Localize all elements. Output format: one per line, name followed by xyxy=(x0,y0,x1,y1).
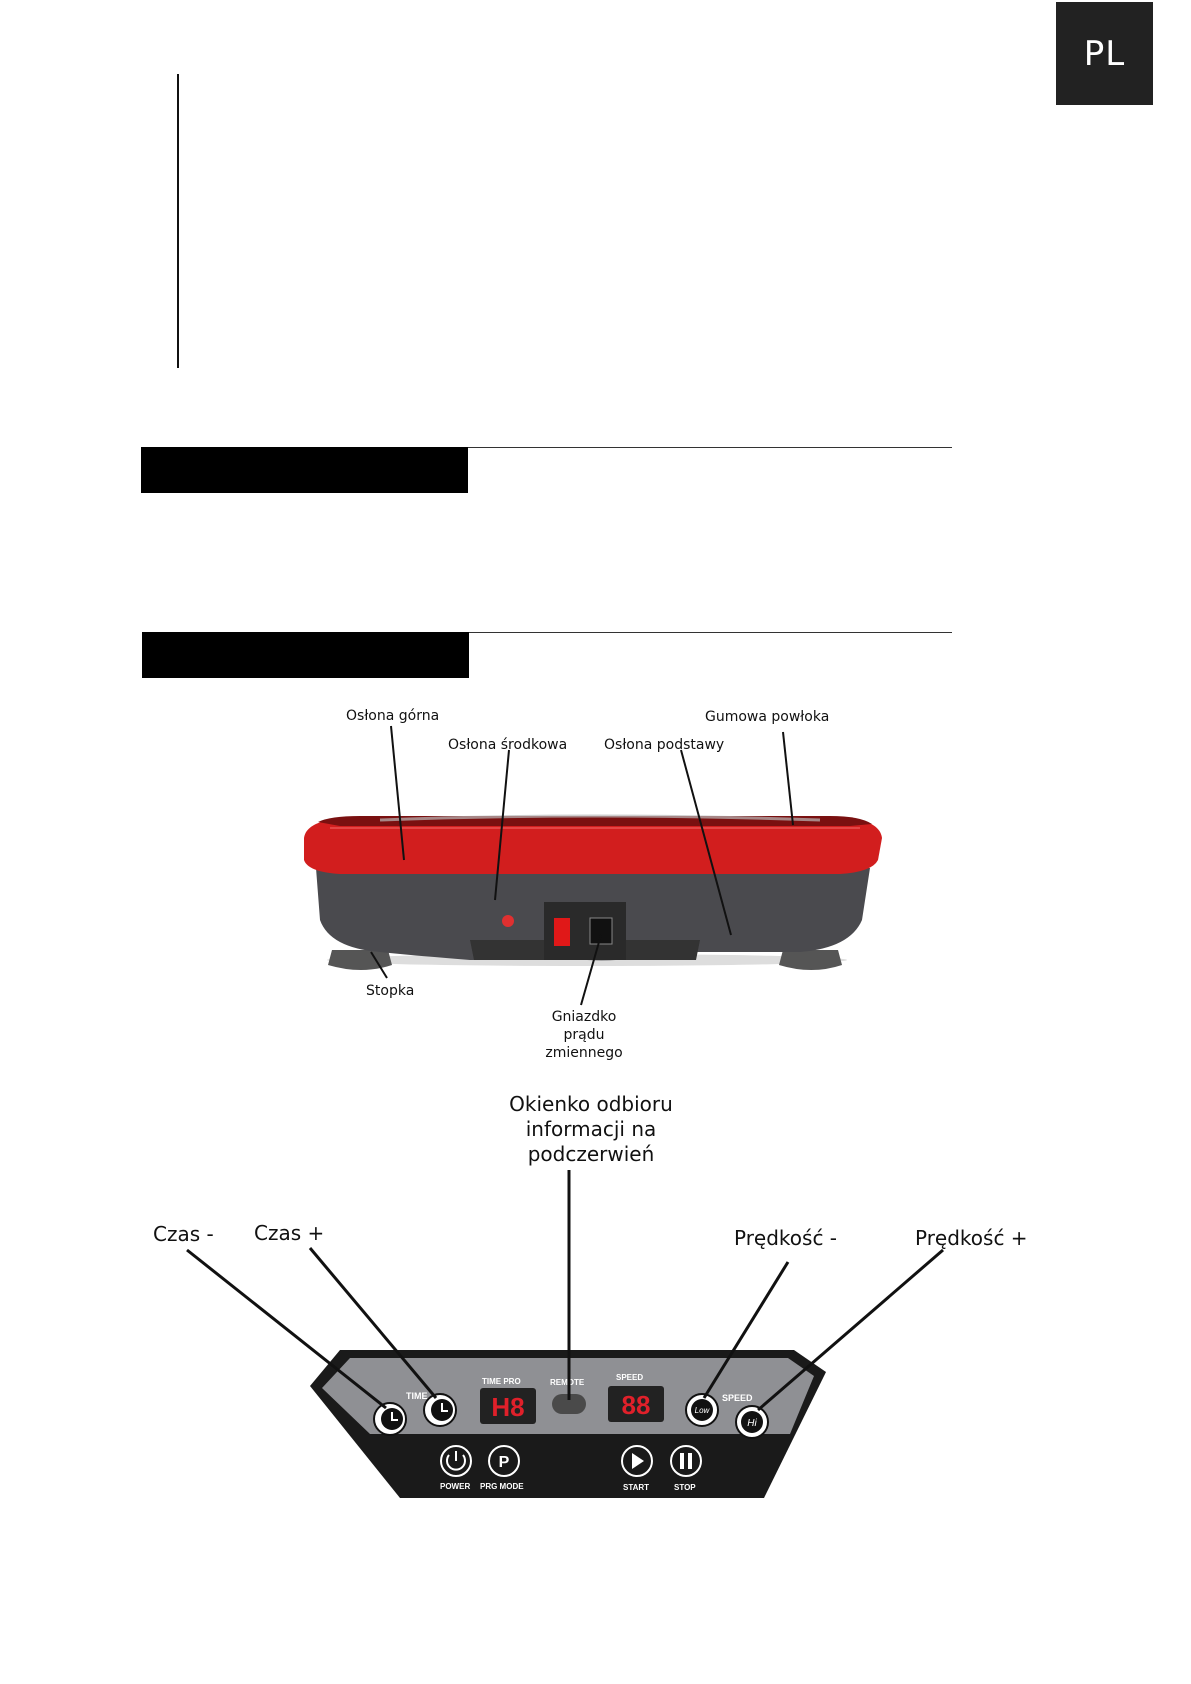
label-ir-window: Okienko odbioru informacji na podczerwień xyxy=(509,1092,673,1166)
hi-label: Hi xyxy=(747,1418,757,1429)
power-label: POWER xyxy=(440,1482,471,1491)
start-label: START xyxy=(623,1483,650,1492)
stop-label: STOP xyxy=(674,1483,696,1492)
speed-plus-button xyxy=(736,1406,768,1438)
low-label: Low xyxy=(694,1406,710,1415)
start-button xyxy=(622,1446,652,1476)
label-speed-minus: Prędkość - xyxy=(734,1226,838,1250)
label-middle-cover: Osłona środkowa xyxy=(448,737,568,753)
prg-mode-button xyxy=(489,1446,519,1476)
time-readout: H8 xyxy=(491,1392,525,1422)
speed-readout: 88 xyxy=(621,1390,651,1420)
label-rubber-coating: Gumowa powłoka xyxy=(705,709,830,725)
leader-speed-plus xyxy=(758,1250,943,1410)
speed-minus-button xyxy=(686,1394,718,1426)
stop-button xyxy=(671,1446,701,1476)
speed-display-label: SPEED xyxy=(616,1373,644,1382)
time-pro-label: TIME PRO xyxy=(482,1377,521,1386)
prg-mode-label: PRG MODE xyxy=(480,1482,524,1491)
label-base-cover: Osłona podstawy xyxy=(604,737,725,753)
language-code: PL xyxy=(1083,33,1126,74)
leader-time-minus xyxy=(187,1250,386,1408)
time-label: TIME xyxy=(406,1391,428,1401)
label-ac-socket: Gniazdko prądu zmiennego xyxy=(545,1009,623,1061)
remote-label: REMOTE xyxy=(550,1378,585,1387)
label-time-minus: Czas - xyxy=(153,1222,214,1246)
time-plus-button xyxy=(424,1394,456,1426)
label-foot: Stopka xyxy=(366,983,415,999)
speed-buttons-label: SPEED xyxy=(722,1393,753,1403)
label-time-plus: Czas + xyxy=(254,1221,325,1245)
label-top-cover: Osłona górna xyxy=(346,708,440,724)
label-speed-plus: Prędkość + xyxy=(915,1226,1028,1250)
time-minus-button xyxy=(374,1403,406,1435)
power-button xyxy=(441,1446,471,1476)
svg-text:P: P xyxy=(498,1454,510,1471)
